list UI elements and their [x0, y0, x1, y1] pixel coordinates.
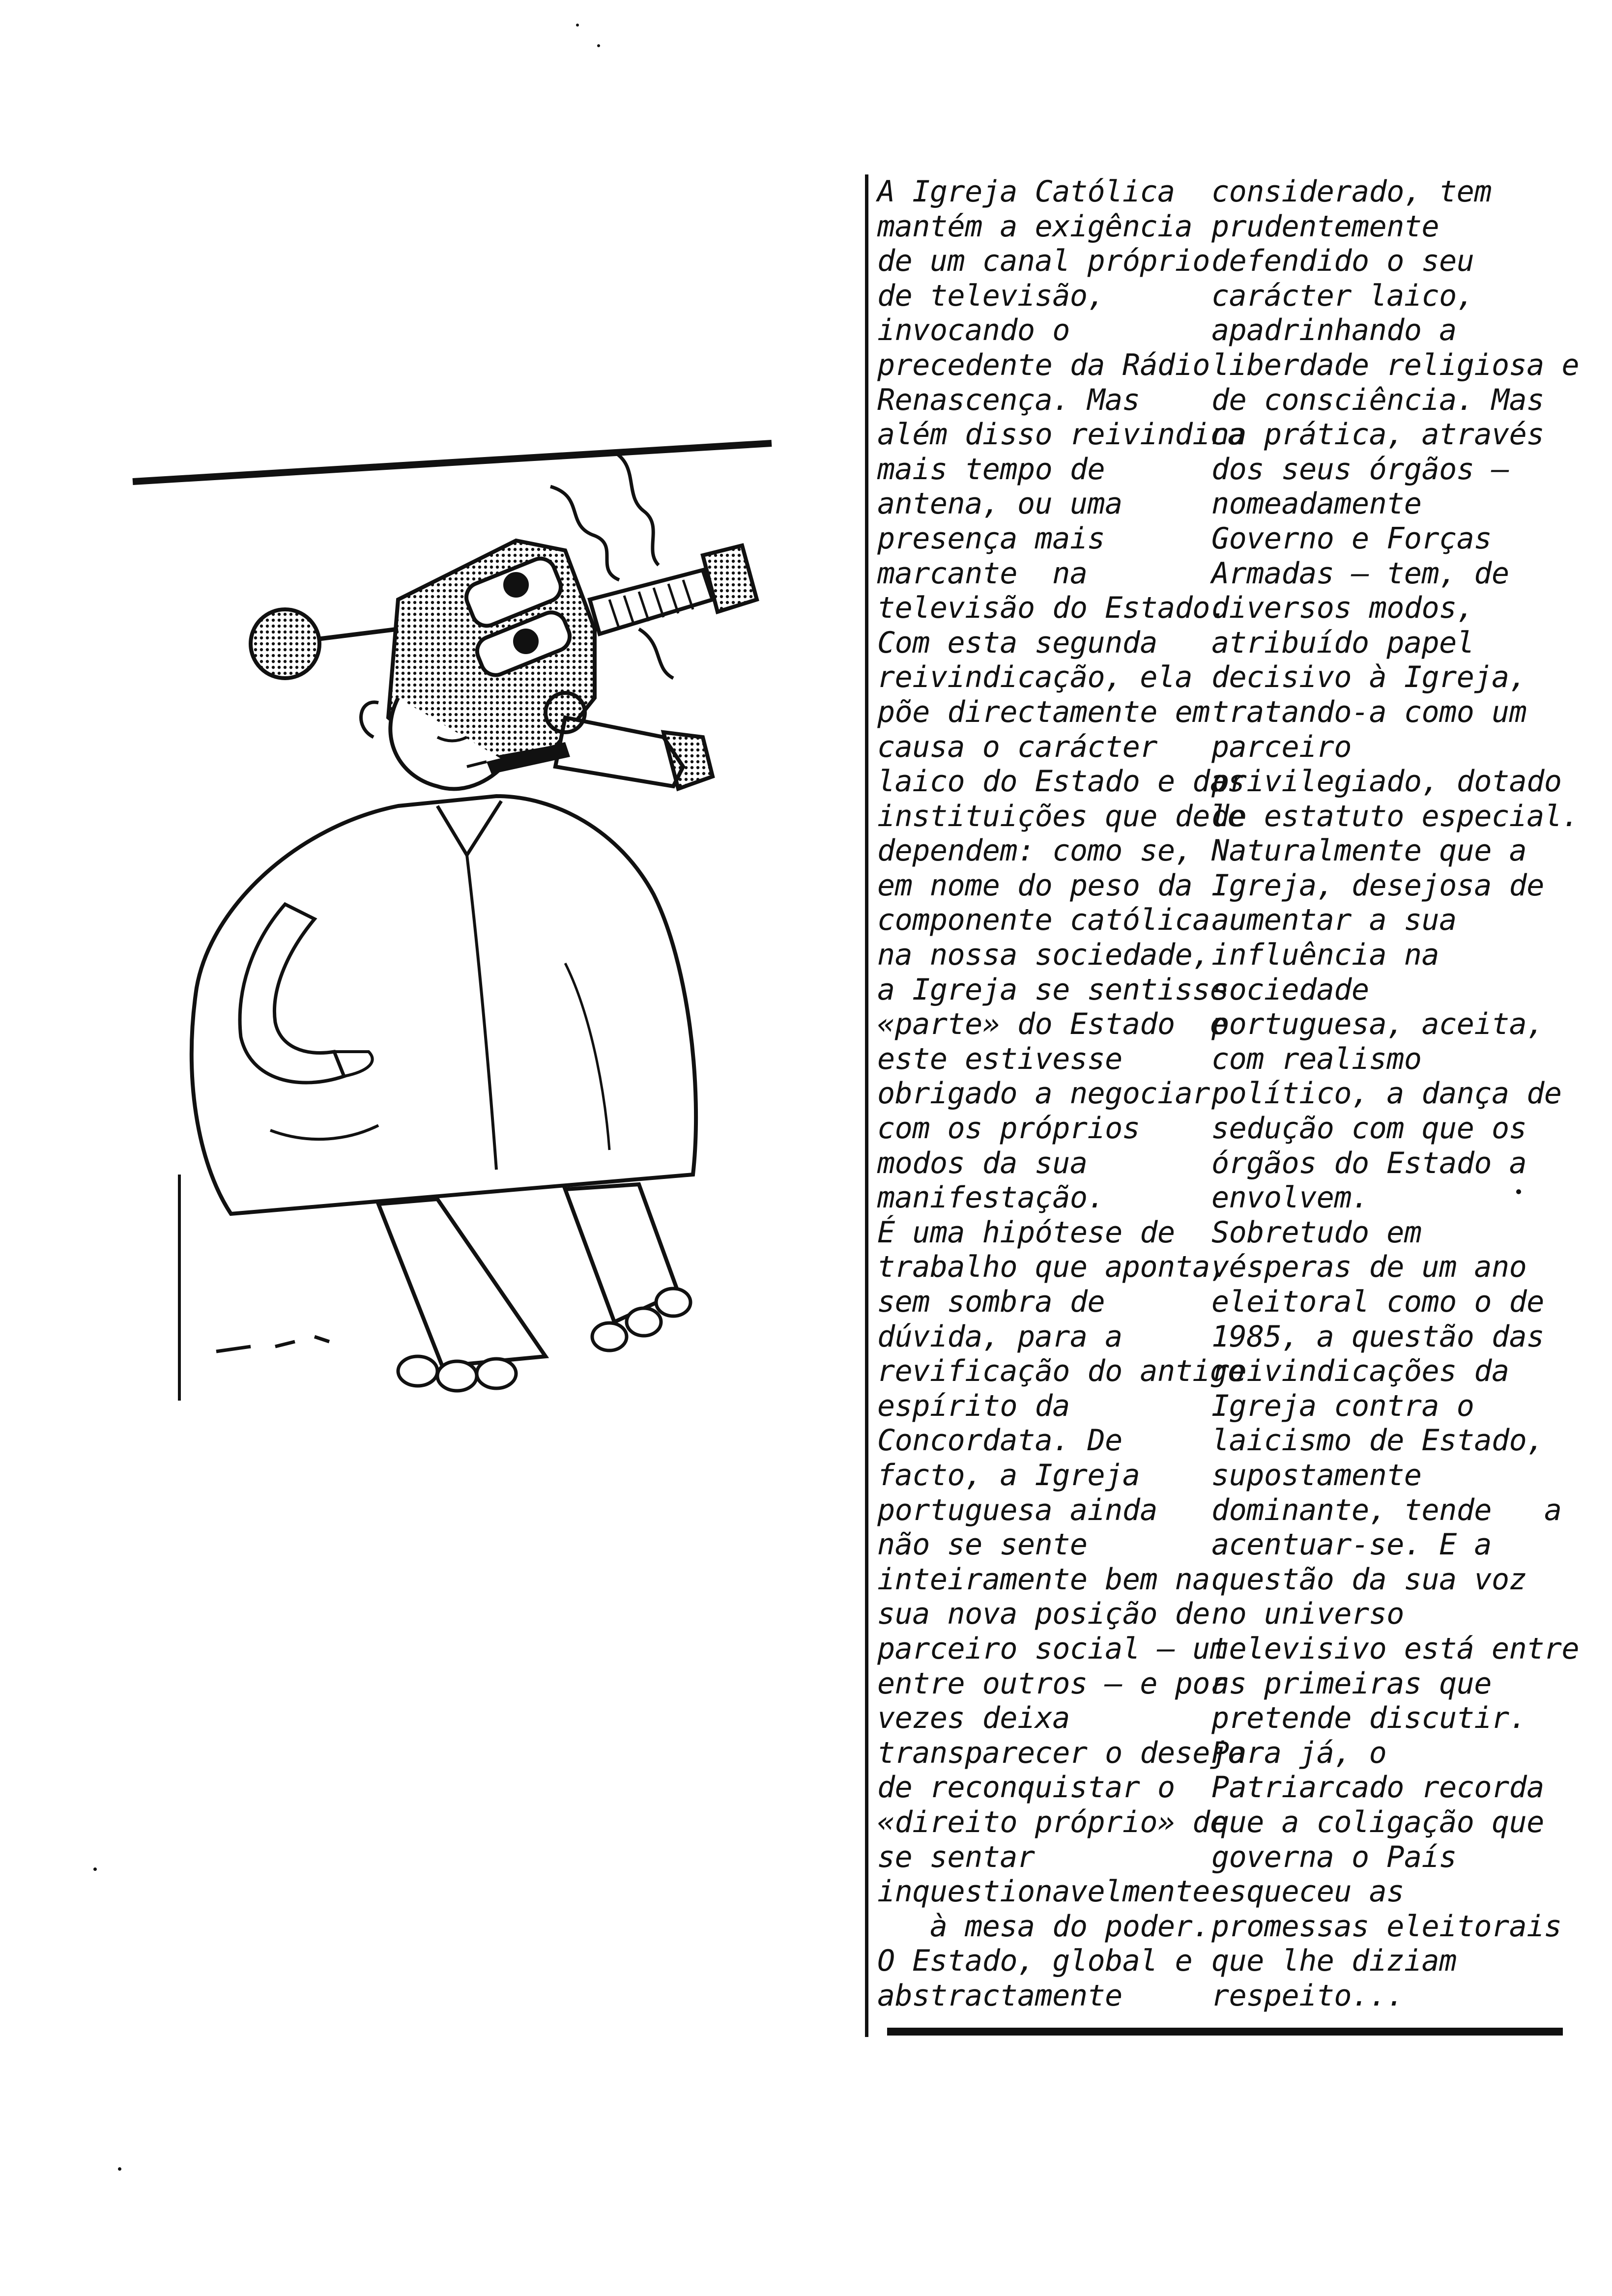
scan-speck — [93, 1867, 97, 1871]
column-divider-rule — [865, 174, 868, 2037]
cartoon-illustration — [123, 423, 786, 1415]
article-column-right: considerado, tem prudentemente defendido o seu carácter laico, apadrinhando a liberdade religiosa e de consciência. Mas na prática, através dos seus órgãos – nomeadamente Governo e Forças Armadas – tem, de diversos modos, atribuído papel decisivo à Igreja, tratando-a como um parceiro privilegiado, dotado de estatuto especial. Naturalmente que a Igreja, desejosa de aumentar a sua influência na sociedade portuguesa, aceita, com realismo político, a dança de sedução com que os órgãos do Estado a envolvem. Sobretudo em vésperas de um ano eleitoral como o de 1985, a questão das reivindicações da Igreja contra o laicismo de Estado, supostamente dominante, tende a acentuar-se. E a questão da sua voz no universo televisivo está entre as primeiras que pretende discutir. Para já, o Patriarcado recorda que a coligação que governa o País esqueceu as promessas eleitorais que lhe diziam respeito... — [1211, 174, 1580, 2013]
camera-head-figure-drawing — [123, 423, 786, 1415]
scan-speck — [118, 2167, 121, 2171]
scan-speck — [1516, 1189, 1521, 1194]
scan-speck — [576, 24, 579, 27]
scan-speck — [597, 44, 600, 47]
bottom-rule — [887, 2028, 1563, 2036]
article-column-left: A Igreja Católica mantém a exigência de um canal próprio de televisão, invocando o precedente da Rádio Renascença. Mas além disso reivindica mais tempo de antena, ou uma presença mais marcante na televisão do Estado. Com esta segunda reivindicação, ela põe directamente em causa o carácter laico do Estado e das instituições que dele dependem: como se, em nome do peso da componente católica na nossa sociedade, a Igreja se sentisse «parte» do Estado e este estivesse obrigado a negociar com os próprios modos da sua manifestação. É uma hipótese de trabalho que aponta, sem sombra de dúvida, para a revificação do antigo espírito da Concordata. De facto, a Igreja portuguesa ainda não se sente inteiramente bem na sua nova posição de parceiro social – um entre outros – e por vezes deixa transparecer o desejo de reconquistar o «direito próprio» de se sentar inquestionavelmente à mesa do poder. O Estado, global e abstractamente — [877, 174, 1245, 2013]
